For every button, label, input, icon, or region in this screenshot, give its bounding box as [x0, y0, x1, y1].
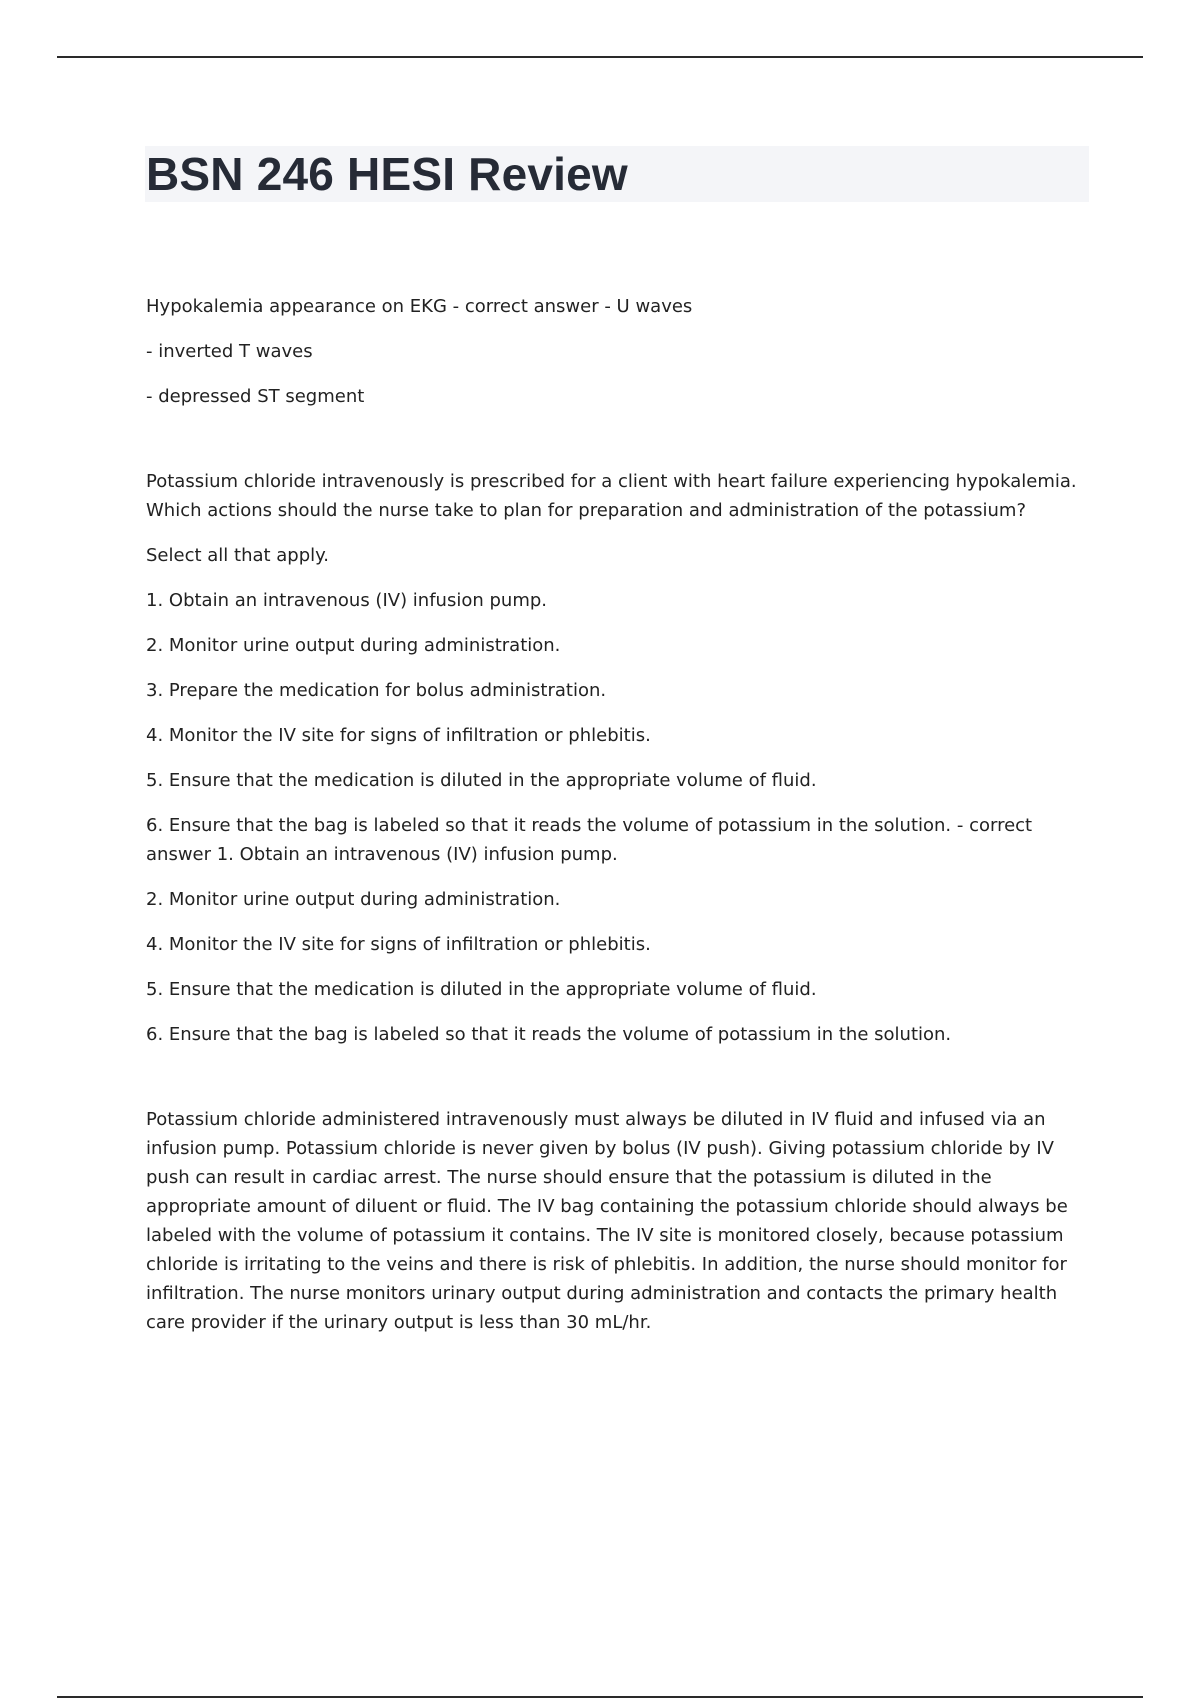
q2-option: 1. Obtain an intravenous (IV) infusion pump. — [146, 590, 548, 611]
top-rule — [57, 56, 1143, 58]
q2-option: 3. Prepare the medication for bolus administration. — [146, 680, 607, 701]
q2-option: 6. Ensure that the bag is labeled so that it reads the volume of potassium in the solution. - correct answer 1. Obtain an intravenous (IV) infusion pump. — [146, 815, 1033, 865]
q1-line: Hypokalemia appearance on EKG - correct answer - U waves — [146, 296, 693, 317]
page-title: BSN 246 HESI Review — [146, 148, 628, 200]
q2-answer: 6. Ensure that the bag is labeled so that it reads the volume of potassium in the solution. — [146, 1024, 952, 1045]
q2-answer: 4. Monitor the IV site for signs of infiltration or phlebitis. — [146, 934, 651, 955]
document-body — [146, 292, 1086, 1353]
q2-option: 5. Ensure that the medication is diluted in the appropriate volume of fluid. — [146, 770, 817, 791]
bottom-rule — [57, 1696, 1143, 1698]
q1-line: - inverted T waves — [146, 341, 313, 362]
q2-option: 4. Monitor the IV site for signs of infiltration or phlebitis. — [146, 725, 651, 746]
q2-option: 2. Monitor urine output during administration. — [146, 635, 561, 656]
q2-answer: 2. Monitor urine output during administration. — [146, 889, 561, 910]
q2-instruction: Select all that apply. — [146, 545, 329, 566]
q2-stem: Potassium chloride intravenously is prescribed for a client with heart failure experiencing hypokalemia. Which actions should the nurse take to plan for preparation and administration of the potassium? — [146, 471, 1077, 521]
q1-line: - depressed ST segment — [146, 386, 365, 407]
q2-explanation: Potassium chloride administered intravenously must always be diluted in IV fluid and infused via an infusion pump. Potassium chloride is never given by bolus (IV push). Giving potassium chloride by IV push can result in cardiac arrest. The nurse should ensure that the potassium is diluted in the appropriate amount of diluent or fluid. The IV bag containing the potassium chloride should always be labeled with the volume of potassium it contains. The IV site is monitored closely, because potassium chloride is irritating to the veins and there is risk of phlebitis. In addition, the nurse should monitor for infiltration. The nurse monitors urinary output during administration and contacts the primary health care provider if the urinary output is less than 30 mL/hr. — [146, 1109, 1068, 1333]
q2-answer: 5. Ensure that the medication is diluted in the appropriate volume of fluid. — [146, 979, 817, 1000]
